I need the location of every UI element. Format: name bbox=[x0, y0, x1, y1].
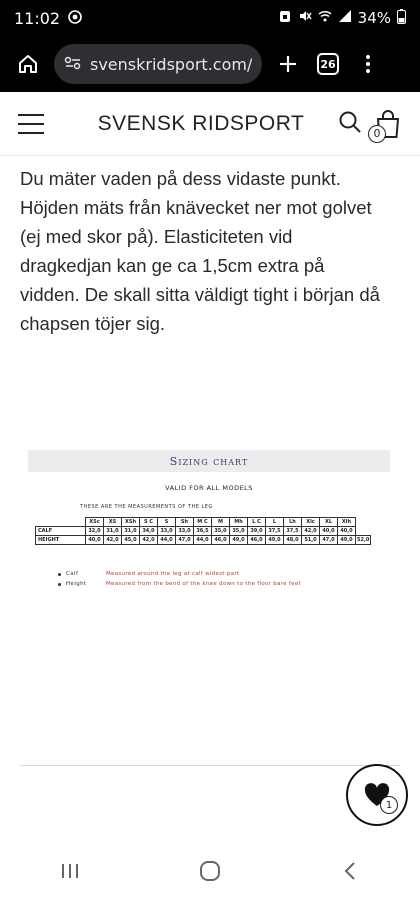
address-bar[interactable] bbox=[54, 44, 262, 84]
legend-term: Calf bbox=[66, 571, 79, 577]
size-header-cell: L bbox=[266, 518, 284, 527]
size-cell: 42,0 bbox=[104, 536, 122, 545]
bullet-icon bbox=[58, 573, 61, 576]
wifi-icon bbox=[318, 9, 332, 27]
brand-logo[interactable]: SVENSK RIDSPORT bbox=[97, 111, 305, 135]
plus-icon bbox=[277, 53, 299, 75]
new-tab-button[interactable] bbox=[268, 44, 308, 84]
size-cell: 33,0 bbox=[176, 527, 194, 536]
size-cell: 37,5 bbox=[284, 527, 302, 536]
section-divider bbox=[20, 765, 400, 766]
size-header-cell: M bbox=[212, 518, 230, 527]
size-cell: 49,0 bbox=[266, 536, 284, 545]
menu-icon[interactable] bbox=[18, 114, 44, 134]
tab-count: 26 bbox=[317, 53, 339, 75]
size-cell: 40,0 bbox=[86, 536, 104, 545]
sizing-chart-measure-text: THESE ARE THE MEASUREMENTS OF THE LEG bbox=[80, 504, 213, 510]
size-header-cell: XSc bbox=[86, 518, 104, 527]
size-table bbox=[35, 517, 371, 545]
size-cell: 31,0 bbox=[122, 527, 140, 536]
tab-switcher-button[interactable] bbox=[308, 44, 348, 84]
cart-count-badge: 0 bbox=[368, 125, 386, 143]
size-cell: 49,0 bbox=[338, 536, 356, 545]
size-cell: 31,0 bbox=[104, 527, 122, 536]
battery-icon bbox=[397, 9, 406, 28]
size-cell: 37,5 bbox=[266, 527, 284, 536]
size-cell: 36,5 bbox=[194, 527, 212, 536]
site-settings-icon[interactable] bbox=[64, 55, 82, 74]
size-cell: 46,0 bbox=[248, 536, 266, 545]
size-cell: 44,0 bbox=[158, 536, 176, 545]
size-cell: 46,0 bbox=[212, 536, 230, 545]
sizing-chart-valid-text: VALID FOR ALL MODELS bbox=[165, 484, 253, 492]
size-cell: 47,0 bbox=[320, 536, 338, 545]
wishlist-button[interactable] bbox=[346, 764, 408, 826]
size-header-cell: XSh bbox=[122, 518, 140, 527]
size-header-cell: Lh bbox=[284, 518, 302, 527]
size-cell: 47,0 bbox=[176, 536, 194, 545]
menu-button[interactable] bbox=[348, 44, 388, 84]
more-vertical-icon bbox=[365, 53, 371, 75]
status-bar bbox=[0, 0, 420, 36]
size-cell: 52,0 bbox=[357, 537, 370, 543]
size-header-cell: M C bbox=[194, 518, 212, 527]
android-nav-bar bbox=[0, 842, 420, 900]
size-cell: 35,0 bbox=[230, 527, 248, 536]
size-cell: 34,0 bbox=[140, 527, 158, 536]
size-cell: 33,0 bbox=[158, 527, 176, 536]
size-cell: 42,0 bbox=[140, 536, 158, 545]
legend-description: Measured from the bend of the knee down to the floor bare feet bbox=[106, 581, 301, 587]
cart-button[interactable] bbox=[374, 109, 402, 139]
battery-level: 34% bbox=[357, 9, 391, 27]
url-text: svenskridsport.com/ bbox=[90, 54, 252, 74]
search-icon[interactable] bbox=[338, 110, 362, 138]
home-circle-icon bbox=[199, 860, 221, 882]
size-cell: 49,0 bbox=[230, 536, 248, 545]
size-row-height bbox=[36, 536, 371, 545]
recents-button[interactable] bbox=[40, 851, 100, 891]
size-header-cell: S bbox=[158, 518, 176, 527]
back-button[interactable] bbox=[320, 851, 380, 891]
size-header-cell: S C bbox=[140, 518, 158, 527]
size-header-cell: Mh bbox=[230, 518, 248, 527]
size-cell: 39,0 bbox=[248, 527, 266, 536]
size-cell: 45,0 bbox=[122, 536, 140, 545]
recents-icon bbox=[60, 862, 80, 880]
size-cell: 40,0 bbox=[320, 527, 338, 536]
legend-description: Measured around the leg at calf widest part bbox=[106, 571, 240, 577]
back-chevron-icon bbox=[343, 860, 357, 882]
home-nav-button[interactable] bbox=[180, 851, 240, 891]
size-header-cell: Xlh bbox=[338, 518, 356, 527]
legend-term: Height bbox=[66, 581, 87, 587]
sizing-chart-title: Sizing chart bbox=[28, 450, 390, 472]
mute-icon bbox=[298, 9, 312, 27]
size-header-cell: XL bbox=[320, 518, 338, 527]
legend-row bbox=[58, 581, 390, 587]
size-header-cell: XS bbox=[104, 518, 122, 527]
size-cell: 32,0 bbox=[86, 527, 104, 536]
sizing-chart-image bbox=[28, 450, 390, 628]
size-cell: 48,0 bbox=[284, 536, 302, 545]
legend-row bbox=[58, 571, 390, 577]
home-button[interactable] bbox=[8, 44, 48, 84]
bullet-icon bbox=[58, 583, 61, 586]
lock-notification-icon bbox=[278, 9, 292, 27]
size-cell: 51,0 bbox=[302, 536, 320, 545]
wishlist-count-badge: 1 bbox=[380, 796, 398, 814]
chrome-notification-icon bbox=[68, 9, 82, 28]
size-cell: 40,0 bbox=[338, 527, 356, 536]
size-cell: 35,0 bbox=[212, 527, 230, 536]
home-icon bbox=[17, 53, 39, 75]
size-header-cell: Sh bbox=[176, 518, 194, 527]
size-row-label: CALF bbox=[36, 527, 86, 536]
size-row-label: HEIGHT bbox=[36, 536, 86, 545]
size-row-calf bbox=[36, 527, 371, 536]
signal-icon bbox=[338, 9, 352, 27]
sizing-legend bbox=[58, 571, 390, 587]
status-time: 11:02 bbox=[14, 8, 61, 28]
size-cell: 42,0 bbox=[302, 527, 320, 536]
size-header-cell: L C bbox=[248, 518, 266, 527]
browser-toolbar bbox=[0, 36, 420, 92]
site-header bbox=[0, 92, 420, 156]
size-header-cell: Xlc bbox=[302, 518, 320, 527]
product-description: Du mäter vaden på dess vidaste punkt. Höjden mäts från knävecket ner mot golvet (ej med skor på). Elasticiteten vid dragkedjan kan ge ca 1,5cm extra på vidden. De skall sitta väldigt tight i början då chapsen töjer sig. bbox=[20, 168, 380, 334]
size-cell: 44,0 bbox=[194, 536, 212, 545]
